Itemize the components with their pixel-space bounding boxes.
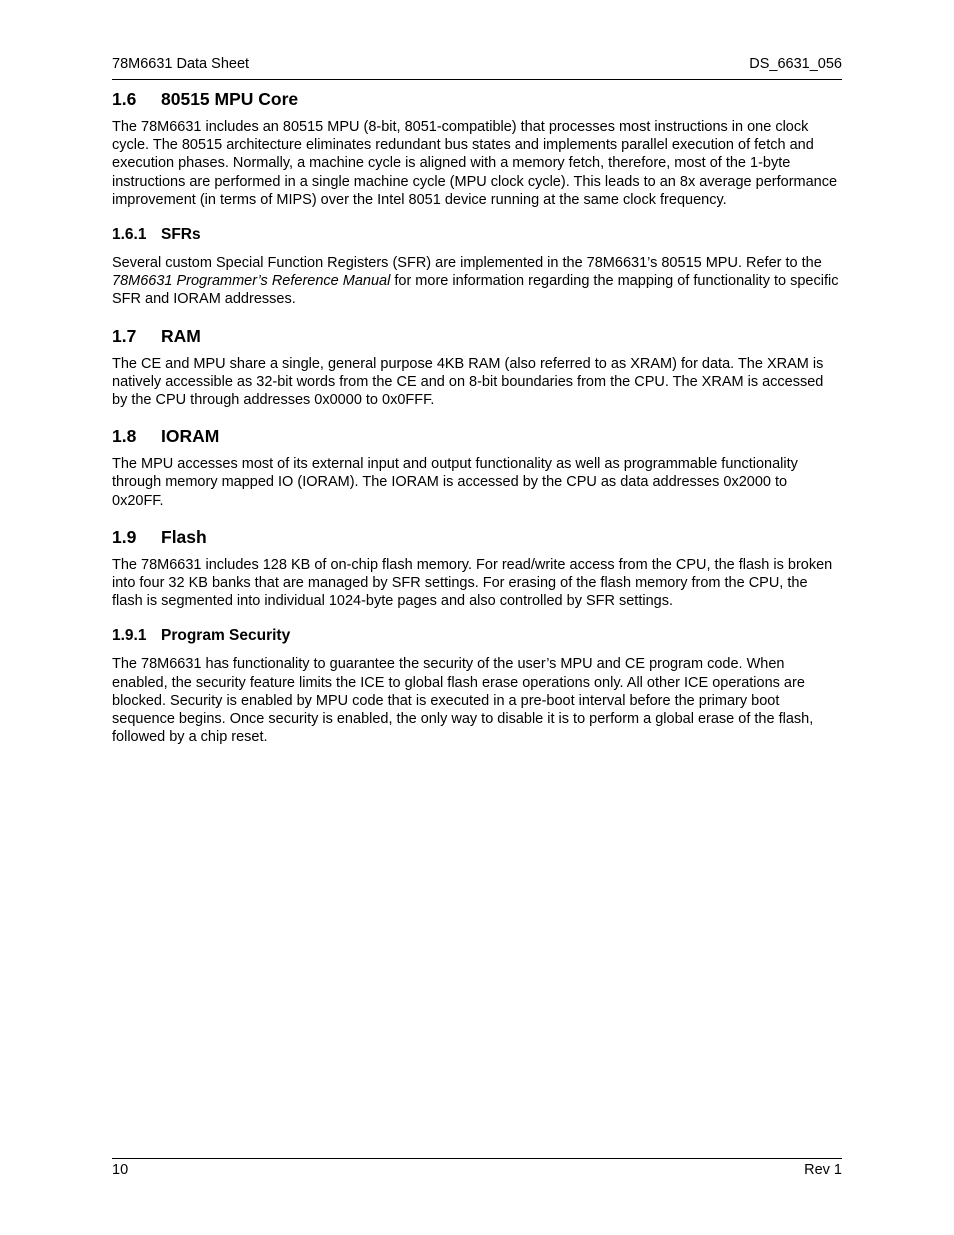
section-heading-1-9 <box>112 526 842 548</box>
section-title: SFRs <box>161 226 201 244</box>
section-body-1-6-1 <box>112 254 842 309</box>
section-title: Flash <box>161 526 207 547</box>
section-body-1-7: The CE and MPU share a single, general purpose 4KB RAM (also referred to as XRAM) for data. The XRAM is natively accessible as 32-bit words from the CE and on 8-bit boundaries from the CPU. The XRAM is accessed by the CPU through addresses 0x0000 to 0x0FFF. <box>112 355 824 409</box>
section-number: 1.7 <box>112 325 137 346</box>
section-title: RAM <box>161 325 201 346</box>
body-text: Several custom Special Function Registers (SFR) are implemented in the 78M6631’s 80515 MPU. Refer to the <box>112 255 822 272</box>
section-number: 1.8 <box>112 426 137 447</box>
section-number: 1.6.1 <box>112 226 147 244</box>
section-heading-1-6 <box>112 88 842 110</box>
section-title: IORAM <box>161 426 220 447</box>
body-text: for more information regarding the mapping of functionality to specific SFR and IORAM addresses. <box>112 273 839 308</box>
page-number: 10 <box>112 1162 129 1178</box>
page-header <box>112 55 842 80</box>
section-heading-1-6-1 <box>112 225 842 245</box>
section-title: Program Security <box>161 627 291 645</box>
document-title: 78M6631 Data Sheet <box>112 56 250 72</box>
section-heading-1-8 <box>112 425 842 447</box>
document-id: DS_6631_056 <box>749 56 842 72</box>
section-body-1-8: The MPU accesses most of its external input and output functionality as well as programmable functionality through memory mapped IO (IORAM). The IORAM is accessed by the CPU as data addresses 0x2000 to 0x20FF. <box>112 456 798 509</box>
section-body-1-9-1: The 78M6631 has functionality to guarantee the security of the user’s MPU and CE program code. When enabled, the security feature limits the ICE to global flash erase operations only. All other ICE operations are blocked. Security is enabled by MPU code that is executed in a pre-boot interval before the primary boot sequence begins. Once security is enabled, the only way to disable it is to perform a global erase of the flash, followed by a chip reset. <box>112 656 814 746</box>
section-heading-1-9-1 <box>112 626 842 646</box>
section-number: 1.9.1 <box>112 627 147 645</box>
section-body-1-6: The 78M6631 includes an 80515 MPU (8-bit, 8051-compatible) that processes most instructions in one clock cycle. The 80515 architecture eliminates redundant bus states and implements parallel execution of fetch and execution phases. Normally, a machine cycle is aligned with a memory fetch, therefore, most of the 1-byte instructions are performed in a single machine cycle (MPU clock cycle). This leads to an 8x average performance improvement (in terms of MIPS) over the Intel 8051 device running at the same clock frequency. <box>112 119 838 208</box>
manual-reference: 78M6631 Programmer’s Reference Manual <box>112 273 391 290</box>
section-body-1-9: The 78M6631 includes 128 KB of on-chip flash memory. For read/write access from the CPU, the flash is broken into four 32 KB banks that are managed by SFR settings. For erasing of the flash memory from the CPU, the flash is segmented into individual 1024-byte pages and also controlled by SFR settings. <box>112 556 833 610</box>
section-number: 1.9 <box>112 526 137 547</box>
revision-label: Rev 1 <box>804 1162 842 1178</box>
section-title: 80515 MPU Core <box>161 89 299 109</box>
page-content <box>112 88 842 746</box>
section-number: 1.6 <box>112 89 137 109</box>
section-heading-1-7 <box>112 325 842 347</box>
page-footer <box>112 1158 842 1183</box>
